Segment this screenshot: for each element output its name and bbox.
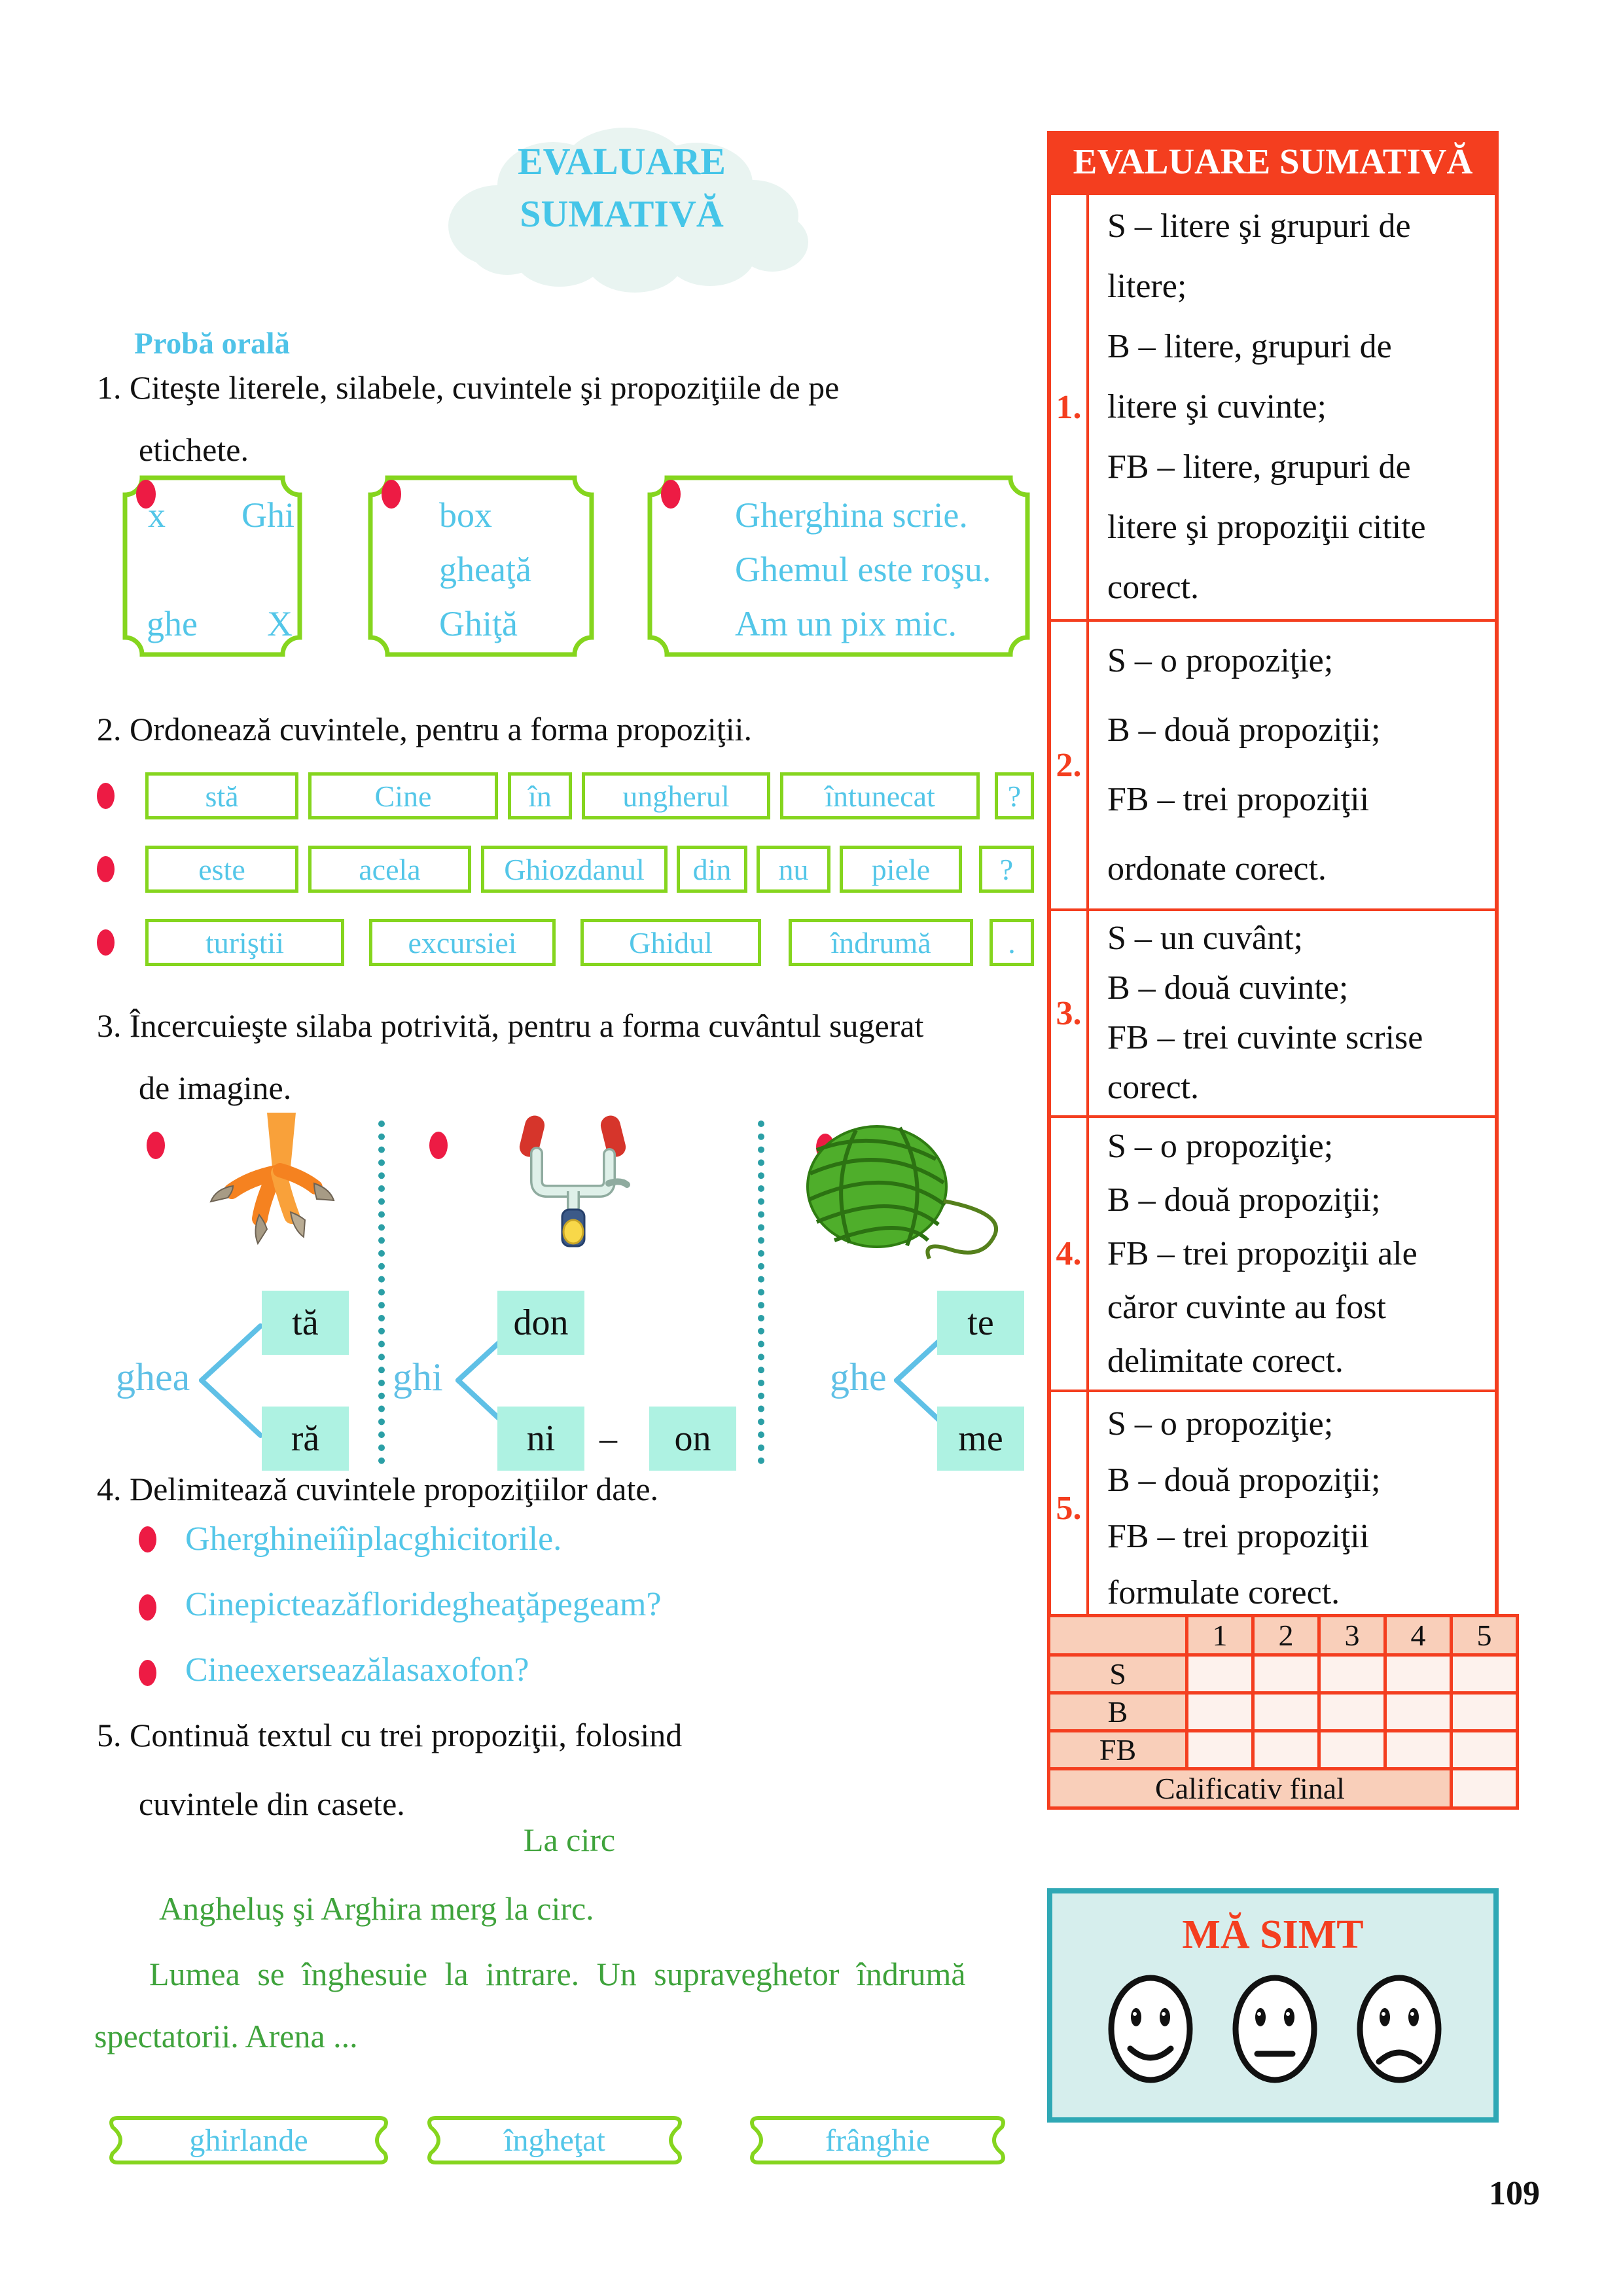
yarn-ball-image: [779, 1122, 1014, 1266]
rubric-line: delimitate corect.: [1107, 1342, 1344, 1380]
fork-lines-icon: [198, 1317, 266, 1444]
ma-simt-box: [1047, 1888, 1499, 2123]
task4-title: 4. Delimitează cuvintele propoziţiilor date.: [97, 1471, 659, 1507]
task4-item: Cineexerseazălasaxofon?: [185, 1651, 529, 1689]
tag1-letter: x: [148, 495, 166, 535]
syllable-option: ni: [497, 1407, 584, 1471]
grid-col-header: 5: [1452, 1616, 1518, 1655]
rubric-line: B – două cuvinte;: [1107, 969, 1349, 1007]
task2-title: 2. Ordonează cuvintele, pentru a forma propoziţii.: [97, 711, 753, 747]
rubric-line: B – două propoziţii;: [1107, 1461, 1381, 1499]
rubric-line: corect.: [1107, 1069, 1200, 1106]
story-title: La circ: [523, 1821, 616, 1858]
task1-text-line2: etichete.: [139, 431, 249, 468]
bullet-icon: [139, 1594, 156, 1621]
tag2-word: Ghiţă: [439, 604, 518, 643]
syllable-base: ghi: [393, 1355, 443, 1399]
grid-answer-cell: [1253, 1655, 1319, 1693]
task4-item: Cinepicteazăfloridegheaţăpegeam?: [185, 1586, 662, 1623]
grid-final-answer-cell: [1452, 1769, 1518, 1808]
bullet-icon: [97, 929, 115, 956]
label-tag-3: [647, 475, 1031, 658]
task5-title-line2: cuvintele din casete.: [139, 1785, 405, 1822]
grid-answer-cell: [1452, 1693, 1518, 1731]
rubric-line: FB – litere, grupuri de: [1107, 448, 1411, 486]
grid-answer-cell: [1319, 1731, 1385, 1769]
word-box: ?: [995, 772, 1034, 819]
word-box: acela: [308, 846, 471, 893]
task1-text-line1: 1. Citeşte literele, silabele, cuvintele şi propoziţiile de pe: [97, 369, 840, 406]
tag1-letter: X: [267, 604, 293, 643]
dotted-separator: [378, 1121, 385, 1464]
cloud-badge: [419, 115, 825, 295]
syllable-dash: –: [599, 1419, 617, 1458]
neutral-face-icon: [1226, 1969, 1324, 2090]
rubric-line: FB – trei propoziţii ale: [1107, 1234, 1418, 1272]
bicycle-handlebar-image: [504, 1113, 645, 1250]
tag2-word: gheaţă: [439, 550, 531, 589]
task3-title-line1: 3. Încercuieşte silaba potrivită, pentru a forma cuvântul sugerat: [97, 1007, 924, 1044]
grid-answer-cell: [1187, 1693, 1253, 1731]
grid-answer-cell: [1385, 1693, 1452, 1731]
bullet-icon: [139, 1526, 156, 1552]
cloud-title-line2: SUMATIVĂ: [520, 192, 724, 235]
ribbon-word: îngheţat: [504, 2123, 605, 2158]
word-box: turiştii: [145, 919, 344, 966]
rubric-row-text: [1089, 195, 1495, 619]
grid-corner-cell: [1049, 1616, 1187, 1655]
red-dot-icon: [429, 1132, 448, 1159]
word-box: .: [990, 919, 1034, 966]
word-box: piele: [840, 846, 962, 893]
task5-title-line1: 5. Continuă textul cu trei propoziţii, folosind: [97, 1717, 683, 1753]
syllable-option: ră: [262, 1407, 349, 1471]
bullet-icon: [97, 856, 115, 882]
cloud-title-line1: EVALUARE: [517, 140, 726, 183]
grid-answer-cell: [1452, 1731, 1518, 1769]
word-box: în: [508, 772, 572, 819]
rubric-line: B – două propoziţii;: [1107, 711, 1381, 749]
task4-item: Gherghineiîiplacghicitorile.: [185, 1520, 562, 1558]
happy-face-icon: [1101, 1969, 1200, 2090]
word-box: Cine: [308, 772, 498, 819]
tag1-letter: ghe: [147, 604, 198, 643]
rubric-line: FB – trei cuvinte scrise: [1107, 1019, 1423, 1056]
grid-answer-cell: [1385, 1655, 1452, 1693]
rubric-line: B – litere, grupuri de: [1107, 328, 1392, 365]
syllable-option: tă: [262, 1291, 349, 1355]
tag2-word: box: [439, 495, 492, 535]
tag3-sentence: Gherghina scrie.: [735, 495, 968, 535]
grid-row-label: B: [1049, 1693, 1187, 1731]
chicken-claw-image: [196, 1113, 353, 1253]
story-line: Angheluş şi Arghira merg la circ.: [159, 1890, 594, 1927]
section-proba-orala: Probă orală: [134, 327, 291, 361]
word-box: ungherul: [582, 772, 770, 819]
rubric-table: [1047, 191, 1499, 1628]
word-box: ?: [979, 846, 1034, 893]
tag3-sentence: Am un pix mic.: [735, 604, 957, 643]
word-box: Ghiozdanul: [481, 846, 668, 893]
label-tag-1: [122, 475, 303, 658]
rubric-line: B – două propoziţii;: [1107, 1181, 1381, 1219]
rubric-line: S – o propoziţie;: [1107, 642, 1334, 679]
rubric-line: S – o propoziţie;: [1107, 1127, 1334, 1165]
rubric-row-number: 1.: [1051, 195, 1089, 619]
word-box: Ghidul: [580, 919, 761, 966]
sidebar-header: EVALUARE SUMATIVĂ: [1047, 131, 1499, 191]
rubric-line: ordonate corect.: [1107, 850, 1327, 888]
grid-col-header: 4: [1385, 1616, 1452, 1655]
rubric-line: S – litere şi grupuri de: [1107, 207, 1411, 245]
word-ribbon: [427, 2115, 683, 2165]
grid-answer-cell: [1385, 1731, 1452, 1769]
story-line: spectatorii. Arena ...: [94, 2018, 358, 2054]
story-line: Lumea se înghesuie la intrare. Un supraveghetor îndrumă: [149, 1956, 966, 1992]
word-box: îndrumă: [789, 919, 973, 966]
grid-answer-cell: [1187, 1731, 1253, 1769]
page-number: 109: [1489, 2175, 1540, 2212]
grid-answer-cell: [1319, 1693, 1385, 1731]
grid-row-label: FB: [1049, 1731, 1187, 1769]
ma-simt-title: MĂ SIMT: [1182, 1912, 1364, 1957]
grid-answer-cell: [1253, 1693, 1319, 1731]
word-box: stă: [145, 772, 298, 819]
sad-face-icon: [1350, 1969, 1448, 2090]
syllable-option: don: [497, 1291, 584, 1355]
syllable-base: ghe: [830, 1355, 887, 1399]
tag3-sentence: Ghemul este roşu.: [735, 550, 991, 589]
red-dot-icon: [661, 480, 681, 509]
rubric-row-number: 5.: [1051, 1390, 1089, 1624]
syllable-option: on: [649, 1407, 736, 1471]
ribbon-word: ghirlande: [189, 2123, 308, 2158]
rubric-line: S – o propoziţie;: [1107, 1405, 1334, 1443]
tag1-letter: Ghi: [241, 495, 294, 535]
rubric-row-number: 3.: [1051, 908, 1089, 1115]
rubric-line: litere;: [1107, 268, 1187, 305]
rubric-row-number: 4.: [1051, 1115, 1089, 1390]
syllable-option: te: [937, 1291, 1024, 1355]
label-tag-2: [367, 475, 595, 658]
bullet-icon: [139, 1660, 156, 1686]
rubric-line: FB – trei propoziţii: [1107, 1517, 1370, 1555]
grid-answer-cell: [1253, 1731, 1319, 1769]
rubric-line: corect.: [1107, 569, 1200, 606]
word-box: este: [145, 846, 298, 893]
rubric-row-text: [1089, 908, 1495, 1115]
bullet-icon: [97, 783, 115, 809]
syllable-option: me: [937, 1407, 1024, 1471]
dotted-separator: [758, 1121, 764, 1464]
word-ribbon: [749, 2115, 1006, 2165]
ribbon-word: frânghie: [825, 2123, 930, 2158]
grid-answer-cell: [1187, 1655, 1253, 1693]
grid-row-label: S: [1049, 1655, 1187, 1693]
grid-col-header: 3: [1319, 1616, 1385, 1655]
rubric-line: litere şi cuvinte;: [1107, 388, 1327, 425]
grid-answer-cell: [1452, 1655, 1518, 1693]
rubric-line: FB – trei propoziţii: [1107, 781, 1370, 818]
rubric-line: căror cuvinte au fost: [1107, 1288, 1386, 1326]
grid-col-header: 2: [1253, 1616, 1319, 1655]
syllable-base: ghea: [116, 1355, 190, 1399]
word-box: întunecat: [780, 772, 980, 819]
scoring-grid: [1047, 1614, 1519, 1810]
red-dot-icon: [382, 480, 401, 509]
word-box: nu: [757, 846, 830, 893]
rubric-line: formulate corect.: [1107, 1573, 1340, 1611]
grid-final-label: Calificativ final: [1049, 1769, 1452, 1808]
task3-title-line2: de imagine.: [139, 1069, 292, 1106]
grid-answer-cell: [1319, 1655, 1385, 1693]
rubric-row-text: [1089, 619, 1495, 908]
word-ribbon: [109, 2115, 389, 2165]
rubric-line: litere şi propoziţii citite: [1107, 509, 1426, 546]
word-box: din: [677, 846, 747, 893]
word-box: excursiei: [369, 919, 556, 966]
rubric-row-number: 2.: [1051, 619, 1089, 908]
red-dot-icon: [147, 1132, 165, 1159]
rubric-line: S – un cuvânt;: [1107, 920, 1303, 957]
rubric-row-text: [1089, 1115, 1495, 1390]
rubric-row-text: [1089, 1390, 1495, 1624]
grid-col-header: 1: [1187, 1616, 1253, 1655]
